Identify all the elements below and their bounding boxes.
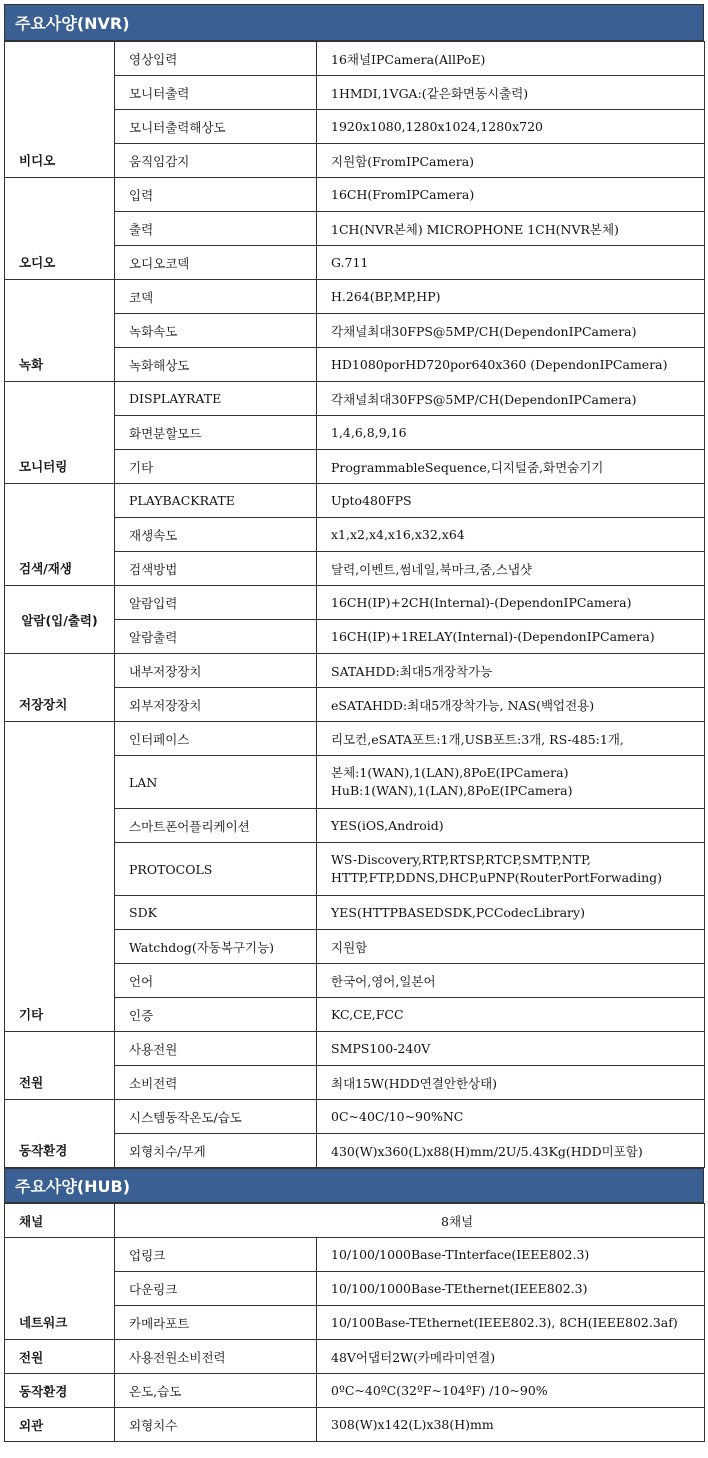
spec-value: 지원함 bbox=[317, 930, 705, 964]
spec-value: 10/100Base-TEthernet(IEEE802.3), 8CH(IEEE802.3af) bbox=[317, 1306, 705, 1340]
group-label: 전원 bbox=[5, 1340, 115, 1374]
spec-label: 인터페이스 bbox=[115, 722, 317, 756]
spec-value: 1,4,6,8,9,16 bbox=[317, 416, 705, 450]
spec-label: 내부저장장치 bbox=[115, 654, 317, 688]
spec-label: 사용전원 bbox=[115, 1032, 317, 1066]
spec-value: 0ºC~40ºC(32ºF~104ºF) /10~90% bbox=[317, 1374, 705, 1408]
spec-value: 1HMDI,1VGA:(같은화면동시출력) bbox=[317, 76, 705, 110]
spec-label: 검색방법 bbox=[115, 552, 317, 586]
spec-label: 시스템동작온도/습도 bbox=[115, 1100, 317, 1134]
spec-value: 308(W)x142(L)x38(H)mm bbox=[317, 1408, 705, 1442]
spec-value: SMPS100-240V bbox=[317, 1032, 705, 1066]
spec-value: x1,x2,x4,x16,x32,x64 bbox=[317, 518, 705, 552]
group-label: 오디오 bbox=[5, 178, 115, 280]
group-label: 검색/재생 bbox=[5, 484, 115, 586]
spec-label: 화면분할모드 bbox=[115, 416, 317, 450]
group-label: 네트워크 bbox=[5, 1238, 115, 1340]
spec-value-line: 본체:1(WAN),1(LAN),8PoE(IPCamera) bbox=[331, 765, 569, 780]
group-label: 동작환경 bbox=[5, 1100, 115, 1168]
table-row bbox=[5, 42, 705, 76]
spec-value bbox=[317, 756, 705, 809]
spec-label: 영상입력 bbox=[115, 42, 317, 76]
spec-label: 알람입력 bbox=[115, 586, 317, 620]
spec-label: PROTOCOLS bbox=[115, 843, 317, 896]
spec-label: 오디오코덱 bbox=[115, 246, 317, 280]
spec-label: 사용전원소비전력 bbox=[115, 1340, 317, 1374]
spec-label: 다운링크 bbox=[115, 1272, 317, 1306]
table-row bbox=[5, 1032, 705, 1066]
spec-label: LAN bbox=[115, 756, 317, 809]
group-label: 채널 bbox=[5, 1204, 115, 1238]
spec-label: 모니터출력해상도 bbox=[115, 110, 317, 144]
group-label: 녹화 bbox=[5, 280, 115, 382]
spec-value: HD1080porHD720por640x360 (DependonIPCamera) bbox=[317, 348, 705, 382]
spec-value: 16CH(IP)+1RELAY(Internal)-(DependonIPCamera) bbox=[317, 620, 705, 654]
spec-value: 지원함(FromIPCamera) bbox=[317, 144, 705, 178]
group-label: 동작환경 bbox=[5, 1374, 115, 1408]
spec-value: 한국어,영어,일본어 bbox=[317, 964, 705, 998]
spec-value: eSATAHDD:최대5개장착가능, NAS(백업전용) bbox=[317, 688, 705, 722]
spec-label: 모니터출력 bbox=[115, 76, 317, 110]
spec-label: 스마트폰어플리케이션 bbox=[115, 809, 317, 843]
spec-label: DISPLAYRATE bbox=[115, 382, 317, 416]
group-label: 저장장치 bbox=[5, 654, 115, 722]
spec-value: ProgrammableSequence,디지털줌,화면숨기기 bbox=[317, 450, 705, 484]
spec-label: 외부저장장치 bbox=[115, 688, 317, 722]
group-label: 외관 bbox=[5, 1408, 115, 1442]
spec-value: 10/100/1000Base-TEthernet(IEEE802.3) bbox=[317, 1272, 705, 1306]
group-label: 모니터링 bbox=[5, 382, 115, 484]
spec-label: 기타 bbox=[115, 450, 317, 484]
spec-value-line: WS-Discovery,RTP,RTSP,RTCP,SMTP,NTP, bbox=[331, 852, 591, 867]
spec-value: Upto480FPS bbox=[317, 484, 705, 518]
nvr-section-header: 주요사양(NVR) bbox=[4, 4, 704, 41]
spec-label: 외형치수/무게 bbox=[115, 1134, 317, 1168]
spec-value: 16CH(FromIPCamera) bbox=[317, 178, 705, 212]
group-label: 전원 bbox=[5, 1032, 115, 1100]
spec-value: G.711 bbox=[317, 246, 705, 280]
spec-label: 업링크 bbox=[115, 1238, 317, 1272]
table-row bbox=[5, 722, 705, 756]
group-label: 알람(입/출력) bbox=[5, 586, 115, 654]
table-row bbox=[5, 178, 705, 212]
table-row bbox=[5, 586, 705, 620]
spec-label: 외형치수 bbox=[115, 1408, 317, 1442]
spec-value: 430(W)x360(L)x88(H)mm/2U/5.43Kg(HDD미포함) bbox=[317, 1134, 705, 1168]
table-row bbox=[5, 382, 705, 416]
hub-spec-table bbox=[4, 1203, 705, 1442]
table-row bbox=[5, 1408, 705, 1442]
table-row bbox=[5, 1204, 705, 1238]
spec-value: 달력,이벤트,썸네일,북마크,줌,스냅샷 bbox=[317, 552, 705, 586]
hub-section-header: 주요사양(HUB) bbox=[4, 1168, 704, 1203]
nvr-spec-table bbox=[4, 41, 705, 1168]
spec-label: SDK bbox=[115, 896, 317, 930]
spec-value: 1920x1080,1280x1024,1280x720 bbox=[317, 110, 705, 144]
spec-label: 출력 bbox=[115, 212, 317, 246]
table-row bbox=[5, 280, 705, 314]
spec-value: 8채널 bbox=[115, 1204, 705, 1238]
spec-label: 움직임감지 bbox=[115, 144, 317, 178]
spec-label: 녹화속도 bbox=[115, 314, 317, 348]
spec-value: 16채널IPCamera(AllPoE) bbox=[317, 42, 705, 76]
spec-value: 10/100/1000Base-TInterface(IEEE802.3) bbox=[317, 1238, 705, 1272]
spec-value: 최대15W(HDD연결안한상태) bbox=[317, 1066, 705, 1100]
table-row bbox=[5, 654, 705, 688]
group-label: 비디오 bbox=[5, 42, 115, 178]
spec-value: SATAHDD:최대5개장착가능 bbox=[317, 654, 705, 688]
spec-label: PLAYBACKRATE bbox=[115, 484, 317, 518]
spec-value: 각채널최대30FPS@5MP/CH(DependonIPCamera) bbox=[317, 382, 705, 416]
spec-label: 입력 bbox=[115, 178, 317, 212]
spec-value: 16CH(IP)+2CH(Internal)-(DependonIPCamera) bbox=[317, 586, 705, 620]
spec-label: 언어 bbox=[115, 964, 317, 998]
spec-value: H.264(BP,MP,HP) bbox=[317, 280, 705, 314]
spec-label: 소비전력 bbox=[115, 1066, 317, 1100]
table-row bbox=[5, 484, 705, 518]
spec-value: 0C~40C/10~90%NC bbox=[317, 1100, 705, 1134]
spec-label: 인증 bbox=[115, 998, 317, 1032]
table-row bbox=[5, 1238, 705, 1272]
spec-value: 48V어댑터2W(카메라미연결) bbox=[317, 1340, 705, 1374]
spec-label: 녹화해상도 bbox=[115, 348, 317, 382]
spec-value-line: HuB:1(WAN),1(LAN),8PoE(IPCamera) bbox=[331, 783, 573, 798]
spec-value: 각채널최대30FPS@5MP/CH(DependonIPCamera) bbox=[317, 314, 705, 348]
table-row bbox=[5, 1100, 705, 1134]
spec-label: Watchdog(자동복구기능) bbox=[115, 930, 317, 964]
spec-label: 재생속도 bbox=[115, 518, 317, 552]
group-label: 기타 bbox=[5, 722, 115, 1032]
spec-value: YES(HTTPBASEDSDK,PCCodecLibrary) bbox=[317, 896, 705, 930]
spec-label: 온도,습도 bbox=[115, 1374, 317, 1408]
spec-value: YES(iOS,Android) bbox=[317, 809, 705, 843]
spec-value: 1CH(NVR본체) MICROPHONE 1CH(NVR본체) bbox=[317, 212, 705, 246]
spec-label: 알람출력 bbox=[115, 620, 317, 654]
spec-value: KC,CE,FCC bbox=[317, 998, 705, 1032]
table-row bbox=[5, 1340, 705, 1374]
spec-value bbox=[317, 843, 705, 896]
table-row bbox=[5, 1374, 705, 1408]
spec-value-line: HTTP,FTP,DDNS,DHCP,uPNP(RouterPortForwading) bbox=[331, 870, 662, 885]
spec-value: 리모컨,eSATA포트:1개,USB포트:3개, RS-485:1개, bbox=[317, 722, 705, 756]
spec-sheet bbox=[4, 4, 704, 1442]
spec-label: 코덱 bbox=[115, 280, 317, 314]
spec-label: 카메라포트 bbox=[115, 1306, 317, 1340]
